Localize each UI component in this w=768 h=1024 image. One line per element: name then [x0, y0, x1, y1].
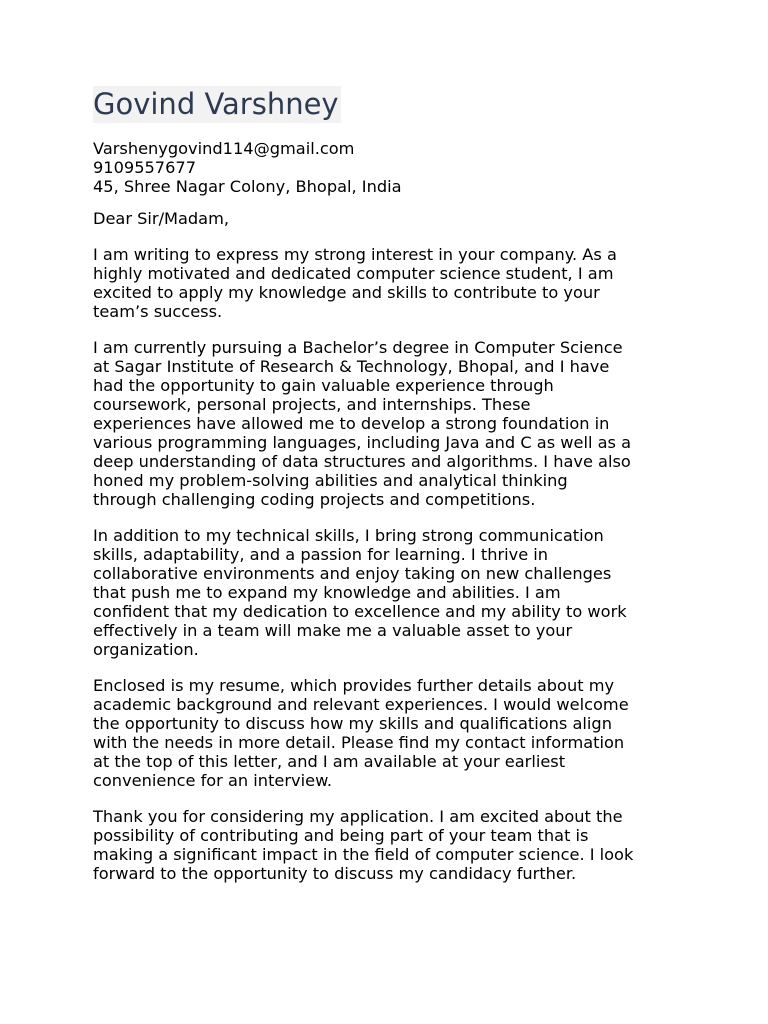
contact-block	[93, 139, 683, 196]
body-paragraph-3	[93, 526, 683, 659]
paragraph-line: I am currently pursuing a Bachelor’s degree in Computer Science	[93, 338, 623, 357]
paragraph-line: I am writing to express my strong interest in your company. As a	[93, 245, 617, 264]
paragraph-line: highly motivated and dedicated computer science student, I am	[93, 264, 614, 283]
paragraph-line: coursework, personal projects, and internships. These	[93, 395, 531, 414]
paragraph-line: had the opportunity to gain valuable experience through	[93, 376, 554, 395]
contact-address: 45, Shree Nagar Colony, Bhopal, India	[93, 177, 402, 196]
paragraph-line: honed my problem-solving abilities and analytical thinking	[93, 471, 568, 490]
paragraph-line: collaborative environments and enjoy taking on new challenges	[93, 564, 612, 583]
contact-phone: 9109557677	[93, 158, 196, 177]
paragraph-line: through challenging coding projects and competitions.	[93, 490, 536, 509]
paragraph-line: confident that my dedication to excellence and my ability to work	[93, 602, 627, 621]
paragraph-line: experiences have allowed me to develop a strong foundation in	[93, 414, 610, 433]
paragraph-line: at the top of this letter, and I am available at your earliest	[93, 752, 566, 771]
paragraph-line: at Sagar Institute of Research & Technology, Bhopal, and I have	[93, 357, 610, 376]
paragraph-line: the opportunity to discuss how my skills and qualifications align	[93, 714, 612, 733]
body-paragraph-4	[93, 676, 683, 790]
paragraph-line: In addition to my technical skills, I bring strong communication	[93, 526, 604, 545]
paragraph-line: forward to the opportunity to discuss my candidacy further.	[93, 864, 577, 883]
paragraph-line: Enclosed is my resume, which provides further details about my	[93, 676, 615, 695]
paragraph-line: skills, adaptability, and a passion for learning. I thrive in	[93, 545, 549, 564]
paragraph-line: Thank you for considering my application. I am excited about the	[93, 807, 623, 826]
paragraph-line: various programming languages, including Java and C as well as a	[93, 433, 632, 452]
letter-body	[93, 245, 683, 883]
paragraph-line: convenience for an interview.	[93, 771, 332, 790]
letter-content	[93, 86, 683, 883]
body-paragraph-1	[93, 245, 683, 321]
paragraph-line: organization.	[93, 640, 199, 659]
paragraph-line: academic background and relevant experiences. I would welcome	[93, 695, 629, 714]
paragraph-line: excited to apply my knowledge and skills to contribute to your	[93, 283, 600, 302]
body-paragraph-2	[93, 338, 683, 509]
paragraph-line: deep understanding of data structures and algorithms. I have also	[93, 452, 631, 471]
applicant-name: Govind Varshney	[93, 87, 339, 121]
paragraph-line: with the needs in more detail. Please find my contact information	[93, 733, 625, 752]
paragraph-line: making a significant impact in the field of computer science. I look	[93, 845, 634, 864]
salutation: Dear Sir/Madam,	[93, 209, 230, 228]
body-paragraph-5	[93, 807, 683, 883]
contact-email: Varshenygovind114@gmail.com	[93, 139, 355, 158]
paragraph-line: that push me to expand my knowledge and abilities. I am	[93, 583, 561, 602]
paragraph-line: team’s success.	[93, 302, 223, 321]
paragraph-line: effectively in a team will make me a valuable asset to your	[93, 621, 573, 640]
paragraph-line: possibility of contributing and being part of your team that is	[93, 826, 589, 845]
